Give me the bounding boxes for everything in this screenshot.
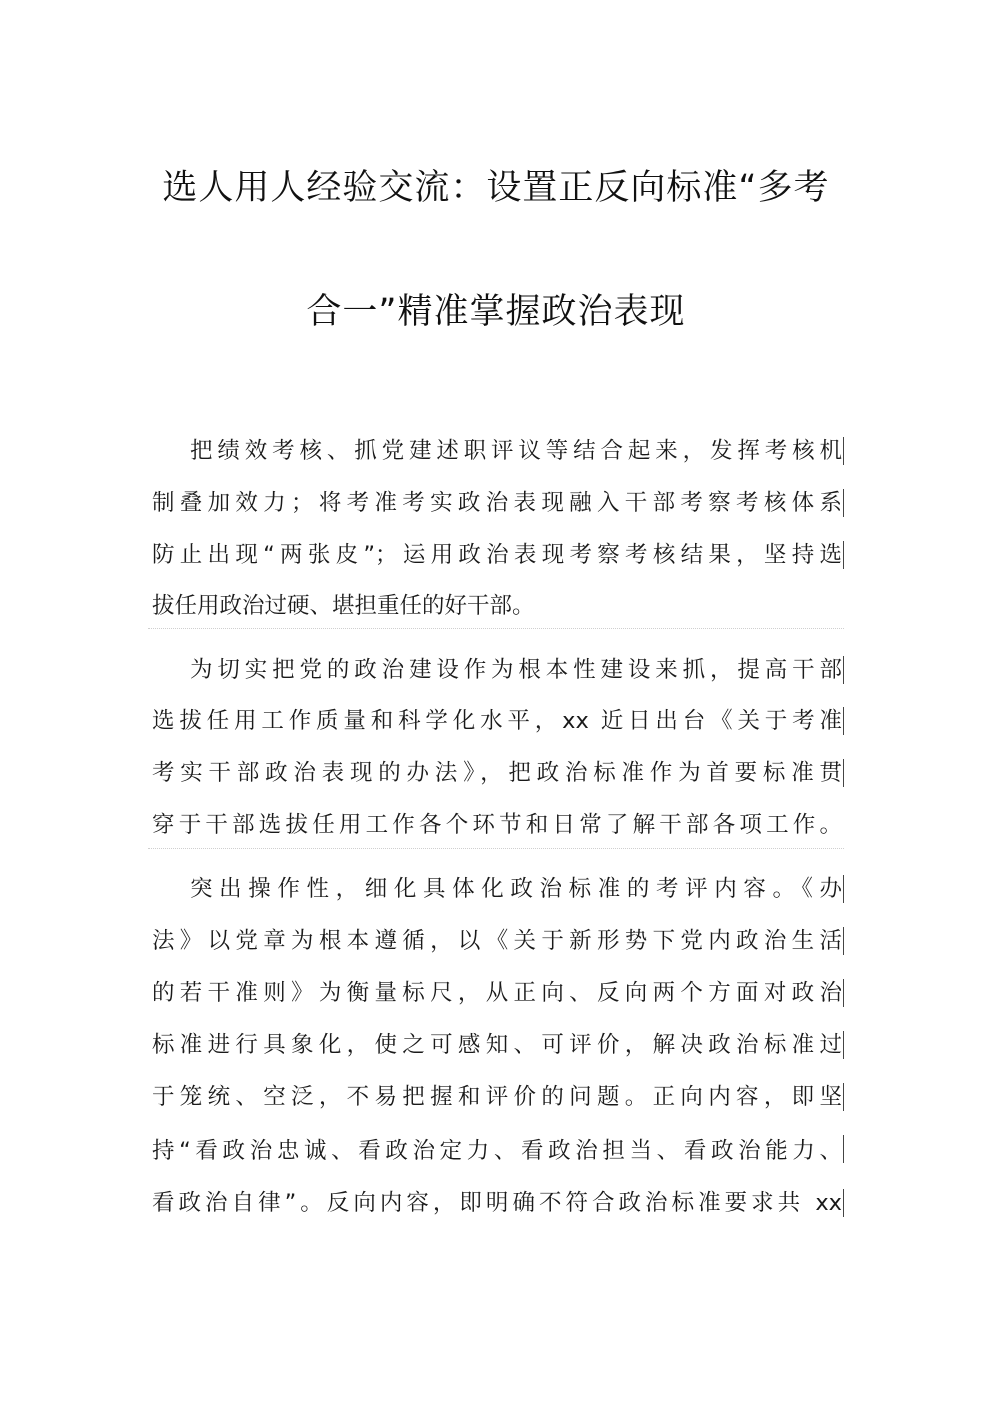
margin-bar bbox=[843, 927, 844, 955]
paragraph-1-line-1: 把绩效考核、抓党建述职评议等结合起来，发挥考核机 bbox=[190, 438, 842, 464]
paragraph-separator bbox=[148, 848, 844, 849]
paragraph-1-line-3: 防止出现“两张皮”；运用政治表现考察考核结果，坚持选 bbox=[152, 542, 842, 568]
margin-bar bbox=[843, 656, 844, 684]
document-title-line-1: 选人用人经验交流：设置正反向标准“多考 bbox=[162, 168, 830, 208]
paragraph-2-line-2: 选拔任用工作质量和科学化水平，xx 近日出台《关于考准 bbox=[152, 708, 842, 734]
paragraph-1-line-2: 制叠加效力；将考准考实政治表现融入干部考察考核体系 bbox=[152, 490, 842, 516]
paragraph-3-line-6: 持“看政治忠诚、看政治定力、看政治担当、看政治能力、 bbox=[152, 1138, 842, 1164]
paragraph-3-line-2: 法》以党章为根本遵循，以《关于新形势下党内政治生活 bbox=[152, 928, 842, 954]
paragraph-2-line-4: 穿于干部选拔任用工作各个环节和日常了解干部各项工作。 bbox=[152, 812, 842, 838]
paragraph-1-line-4: 拔任用政治过硬、堪担重任的好干部。 bbox=[152, 593, 535, 619]
paragraph-3-line-3: 的若干准则》为衡量标尺，从正向、反向两个方面对政治 bbox=[152, 980, 842, 1006]
margin-bar bbox=[843, 1189, 844, 1217]
margin-bar bbox=[843, 1135, 844, 1163]
margin-bar bbox=[843, 1031, 844, 1059]
paragraph-3-line-4: 标准进行具象化，使之可感知、可评价，解决政治标准过 bbox=[152, 1032, 842, 1058]
margin-bar bbox=[843, 707, 844, 735]
margin-bar bbox=[843, 875, 844, 903]
margin-bar bbox=[843, 489, 844, 517]
margin-bar bbox=[843, 979, 844, 1007]
margin-bar bbox=[843, 759, 844, 787]
paragraph-2-line-1: 为切实把党的政治建设作为根本性建设来抓，提高干部 bbox=[190, 657, 842, 683]
paragraph-3-line-1: 突出操作性，细化具体化政治标准的考评内容。《办 bbox=[190, 876, 842, 902]
paragraph-separator bbox=[148, 628, 844, 629]
document-title-line-2: 合一”精准掌握政治表现 bbox=[306, 292, 686, 332]
margin-bar bbox=[843, 1083, 844, 1111]
margin-bar bbox=[843, 541, 844, 569]
margin-bar bbox=[843, 437, 844, 465]
paragraph-3-line-5: 于笼统、空泛，不易把握和评价的问题。正向内容，即坚 bbox=[152, 1084, 842, 1110]
paragraph-2-line-3: 考实干部政治表现的办法》，把政治标准作为首要标准贯 bbox=[152, 760, 842, 786]
paragraph-3-line-7: 看政治自律”。反向内容，即明确不符合政治标准要求共 xx bbox=[152, 1190, 842, 1216]
